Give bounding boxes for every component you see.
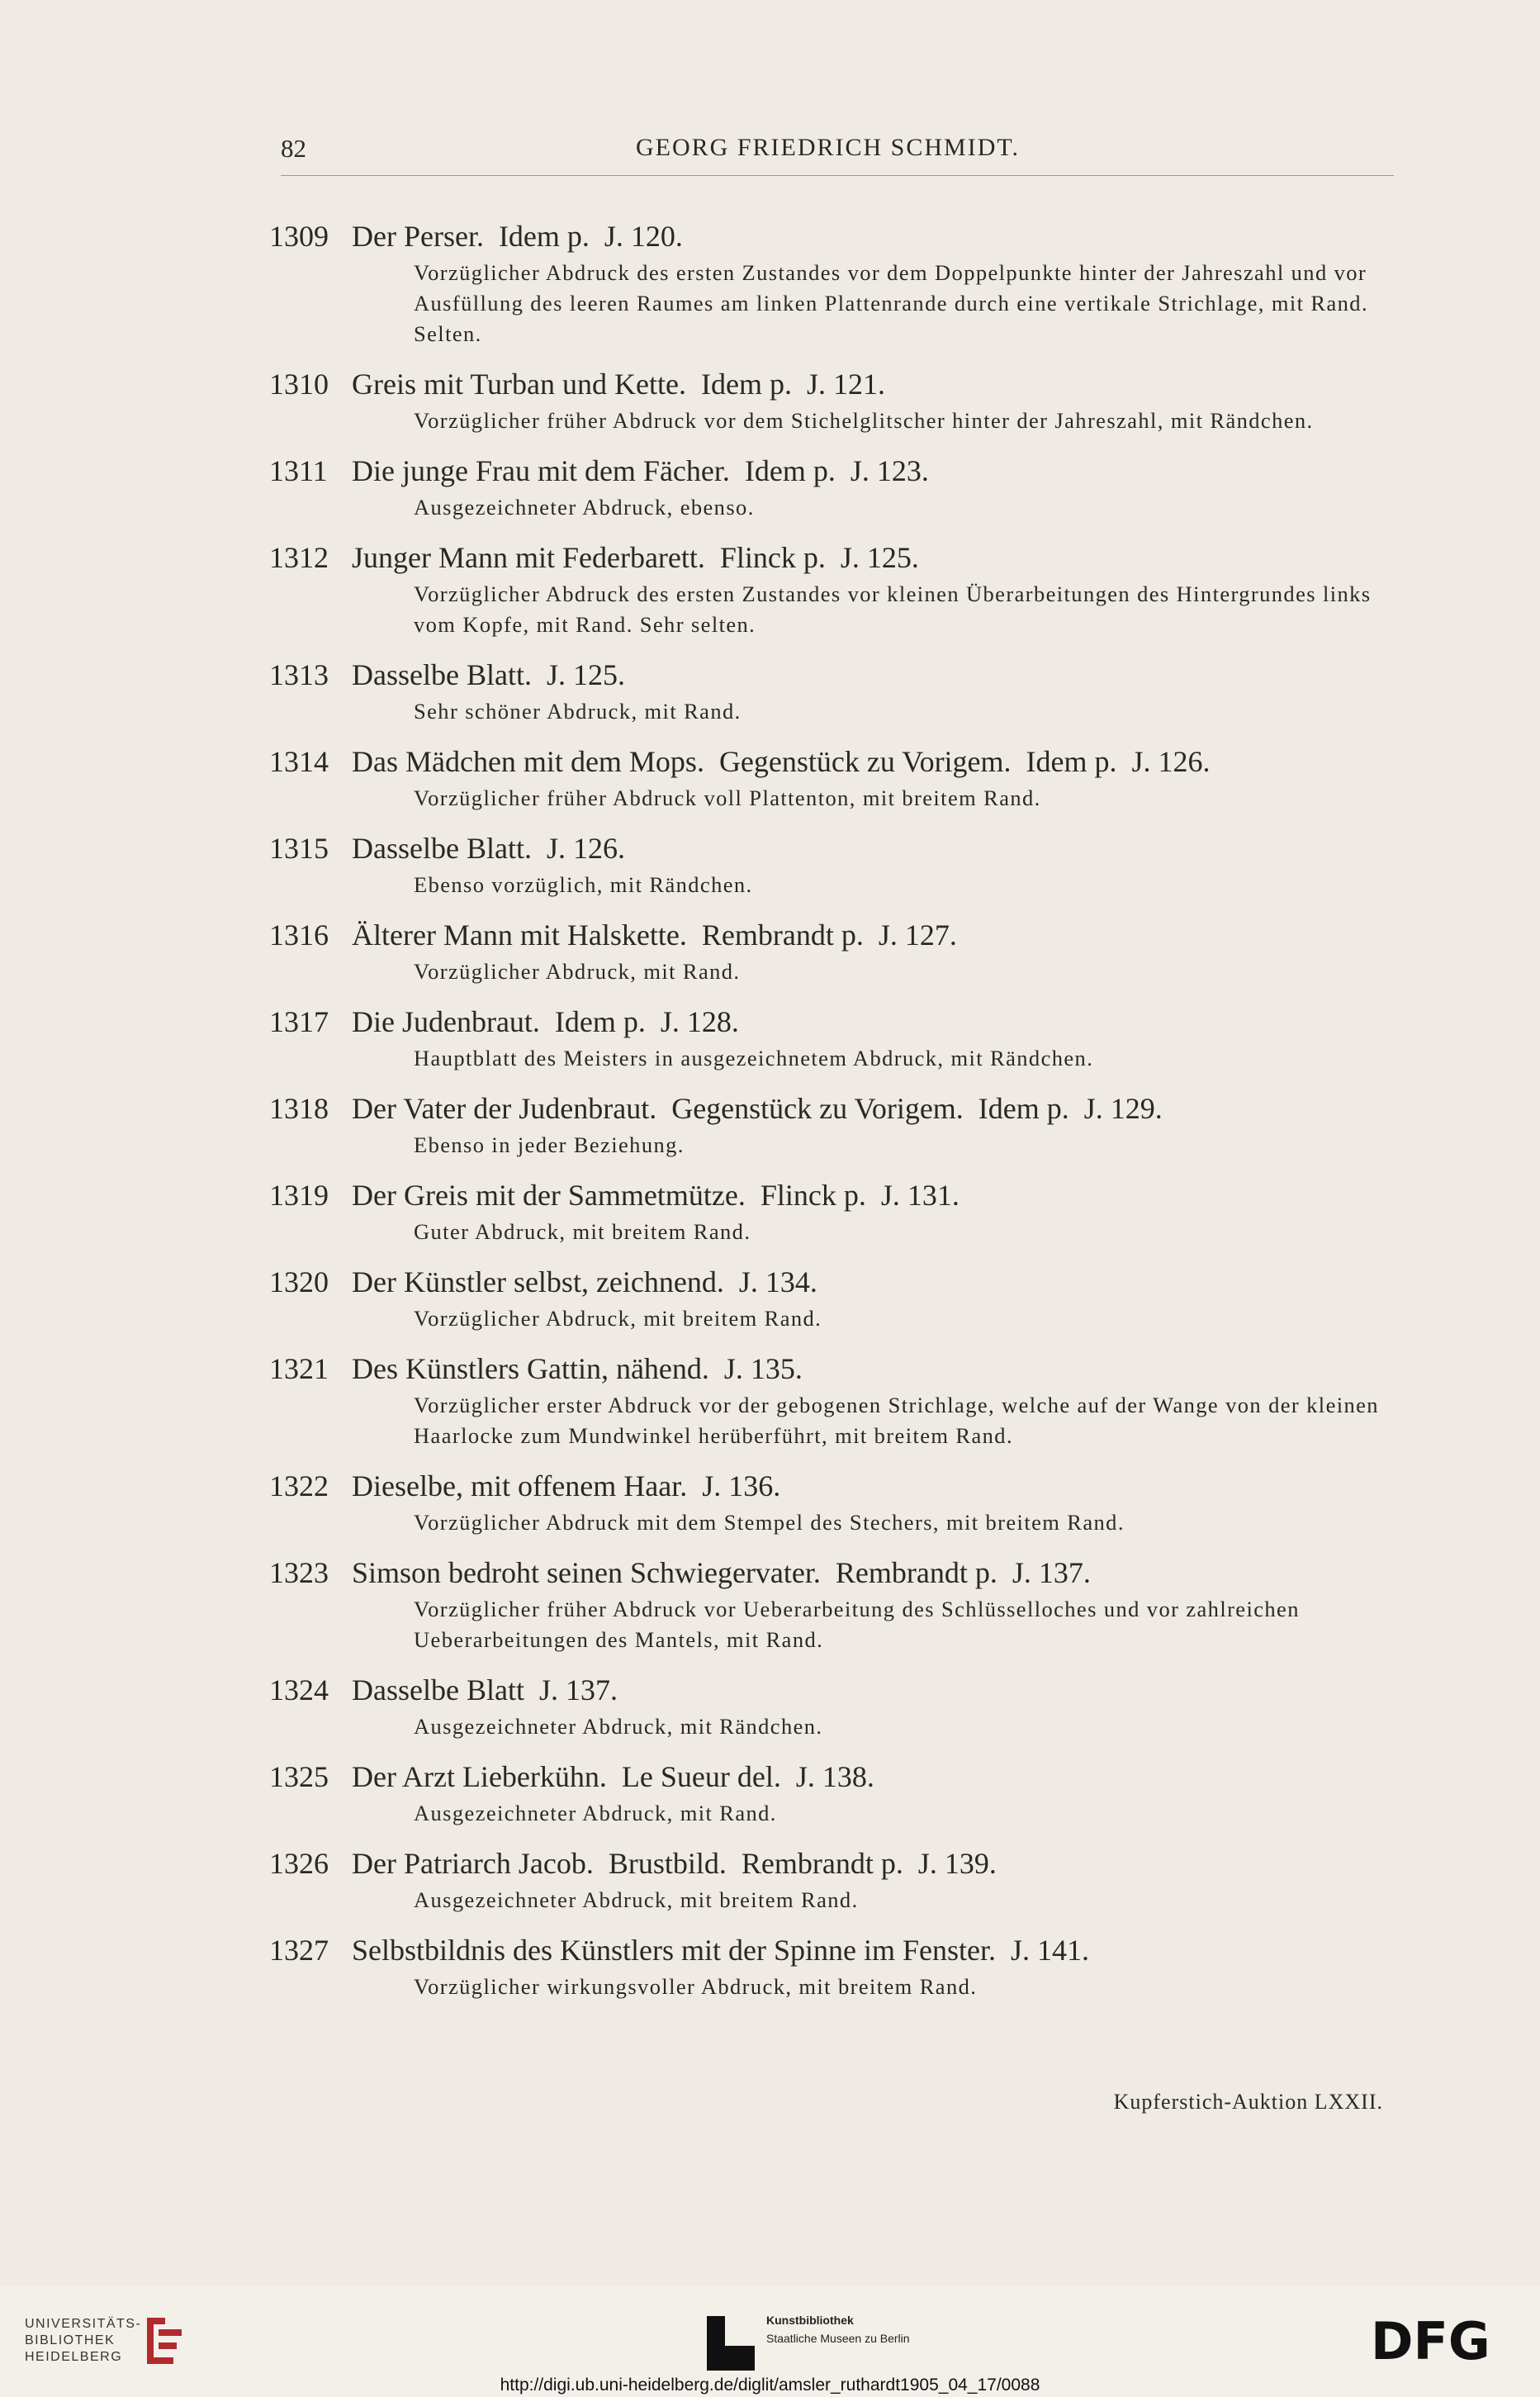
entry-number: 1327 (269, 1934, 329, 1967)
entry-heading (269, 915, 1417, 955)
running-head (281, 134, 1394, 176)
catalogue-entry (269, 828, 1417, 900)
entry-number: 1320 (269, 1265, 329, 1298)
catalogue-entry (269, 1844, 1417, 1915)
entry-number: 1316 (269, 918, 329, 952)
catalogue-entry (269, 1002, 1417, 1074)
entry-description: Ausgezeichneter Abdruck, mit breitem Rand. (414, 1887, 859, 1912)
entry-title: Selbstbildnis des Künstlers mit der Spinne im Fenster. J. 141. (352, 1934, 1089, 1967)
entry-description: Guter Abdruck, mit breitem Rand. (414, 1219, 751, 1244)
entry-description: Vorzüglicher früher Abdruck voll Plattenton, mit breitem Rand. (414, 786, 1041, 810)
catalogue-entry (269, 655, 1417, 727)
entry-title: Der Vater der Judenbraut. Gegenstück zu Vorigem. Idem p. J. 129. (352, 1092, 1163, 1125)
entry-title: Des Künstlers Gattin, nähend. J. 135. (352, 1352, 803, 1385)
entry-title: Junger Mann mit Federbarett. Flinck p. J. 125. (352, 541, 919, 574)
running-title: GEORG FRIEDRICH SCHMIDT. (636, 134, 1020, 161)
auction-note: Kupferstich-Auktion LXXII. (1113, 2090, 1383, 2114)
entry-title: Der Arzt Lieberkühn. Le Sueur del. J. 138. (352, 1760, 874, 1793)
entry-description: Vorzüglicher wirkungsvoller Abdruck, mit breitem Rand. (414, 1974, 978, 1999)
entry-number: 1319 (269, 1179, 329, 1212)
entry-title: Dasselbe Blatt. J. 125. (352, 658, 625, 691)
entry-heading (269, 538, 1417, 577)
catalogue-entry (269, 1466, 1417, 1538)
entry-number: 1318 (269, 1092, 329, 1125)
entry-heading (269, 1757, 1417, 1797)
entry-heading (269, 742, 1417, 781)
entry-title: Der Perser. Idem p. J. 120. (352, 220, 683, 253)
catalogue-entry (269, 742, 1417, 814)
entry-description: Ausgezeichneter Abdruck, mit Rändchen. (414, 1714, 823, 1739)
entry-heading (269, 1466, 1417, 1506)
entry-number: 1323 (269, 1556, 329, 1589)
entry-title: Der Patriarch Jacob. Brustbild. Rembrandt p. J. 139. (352, 1847, 997, 1880)
entry-title: Die junge Frau mit dem Fächer. Idem p. J. 123. (352, 454, 929, 487)
entry-description: Vorzüglicher Abdruck, mit breitem Rand. (414, 1306, 822, 1331)
entry-heading (269, 1670, 1417, 1710)
catalogue-entry (269, 1349, 1417, 1451)
entry-heading (269, 1553, 1417, 1592)
entry-heading (269, 1175, 1417, 1215)
kunstbibliothek-logo-icon (704, 2313, 758, 2374)
entry-heading (269, 1930, 1417, 1970)
page-number: 82 (281, 134, 306, 163)
catalogue-entry (269, 538, 1417, 640)
entry-description: Hauptblatt des Meisters in ausgezeichnetem Abdruck, mit Rändchen. (414, 1046, 1094, 1070)
catalogue-entries (269, 216, 1417, 2017)
entry-heading (269, 828, 1417, 868)
entry-description: Vorzüglicher früher Abdruck vor Ueberarbeitung des Schlüsselloches und vor zahlreichen Ueberarbeitungen des Mantels, mit Rand. (414, 1597, 1300, 1652)
entry-number: 1312 (269, 541, 329, 574)
entry-title: Simson bedroht seinen Schwiegervater. Rembrandt p. J. 137. (352, 1556, 1091, 1589)
entry-number: 1310 (269, 368, 329, 401)
entry-heading (269, 1349, 1417, 1388)
entry-number: 1313 (269, 658, 329, 691)
catalogue-entry (269, 1930, 1417, 2002)
entry-title: Älterer Mann mit Halskette. Rembrandt p. J. 127. (352, 918, 957, 952)
catalogue-entry (269, 1089, 1417, 1161)
entry-heading (269, 655, 1417, 695)
entry-heading (269, 216, 1417, 256)
entry-number: 1321 (269, 1352, 329, 1385)
entry-number: 1324 (269, 1673, 329, 1706)
entry-description: Ausgezeichneter Abdruck, mit Rand. (414, 1801, 777, 1825)
svg-text:DFG: DFG (1371, 2314, 1490, 2364)
entry-title: Dasselbe Blatt. J. 126. (352, 832, 625, 865)
entry-title: Das Mädchen mit dem Mops. Gegenstück zu Vorigem. Idem p. J. 126. (352, 745, 1211, 778)
permalink-url[interactable]: http://digi.ub.uni-heidelberg.de/diglit/amsler_ruthardt1905_04_17/0088 (500, 2376, 1040, 2395)
entry-number: 1315 (269, 832, 329, 865)
entry-number: 1311 (269, 454, 328, 487)
entry-number: 1317 (269, 1005, 329, 1038)
viewer-footer (0, 2286, 1540, 2397)
entry-number: 1325 (269, 1760, 329, 1793)
entry-title: Der Künstler selbst, zeichnend. J. 134. (352, 1265, 817, 1298)
entry-description: Vorzüglicher Abdruck mit dem Stempel des Stechers, mit breitem Rand. (414, 1510, 1125, 1535)
entry-description: Ausgezeichneter Abdruck, ebenso. (414, 495, 755, 520)
entry-number: 1326 (269, 1847, 329, 1880)
entry-description: Vorzüglicher Abdruck des ersten Zustandes vor dem Doppelpunkte hinter der Jahreszahl und vor Ausfüllung des leeren Raumes am linken Plattenrande durch eine vertikale Strichlage, mit Rand. Selten. (414, 260, 1368, 346)
catalogue-entry (269, 216, 1417, 349)
catalogue-entry (269, 1670, 1417, 1742)
entry-description: Vorzüglicher Abdruck des ersten Zustandes vor kleinen Überarbeitungen des Hintergrundes links vom Kopfe, mit Rand. Sehr selten. (414, 581, 1372, 637)
entry-heading (269, 1089, 1417, 1128)
catalogue-entry (269, 915, 1417, 987)
entry-heading (269, 1262, 1417, 1302)
entry-description: Vorzüglicher erster Abdruck vor der gebogenen Strichlage, welche auf der Wange von der kleinen Haarlocke zum Mundwinkel herüberführt, mit breitem Rand. (414, 1393, 1379, 1448)
entry-title: Dieselbe, mit offenem Haar. J. 136. (352, 1469, 781, 1502)
entry-description: Ebenso in jeder Beziehung. (414, 1132, 685, 1157)
kunstbibliothek-label: Kunstbibliothek Staatliche Museen zu Berlin (766, 2314, 910, 2345)
entry-number: 1309 (269, 220, 329, 253)
entry-description: Vorzüglicher Abdruck, mit Rand. (414, 959, 741, 984)
entry-heading (269, 1844, 1417, 1883)
catalogue-entry (269, 364, 1417, 436)
entry-title: Greis mit Turban und Kette. Idem p. J. 121. (352, 368, 885, 401)
catalogue-entry (269, 451, 1417, 523)
entry-title: Die Judenbraut. Idem p. J. 128. (352, 1005, 739, 1038)
entry-description: Sehr schöner Abdruck, mit Rand. (414, 699, 742, 724)
entry-title: Der Greis mit der Sammetmütze. Flinck p. J. 131. (352, 1179, 960, 1212)
catalogue-entry (269, 1262, 1417, 1334)
entry-title: Dasselbe Blatt J. 137. (352, 1673, 618, 1706)
entry-heading (269, 1002, 1417, 1042)
entry-number: 1314 (269, 745, 329, 778)
catalogue-entry (269, 1757, 1417, 1829)
entry-description: Vorzüglicher früher Abdruck vor dem Stichelglitscher hinter der Jahreszahl, mit Rändchen. (414, 408, 1314, 433)
entry-heading (269, 451, 1417, 491)
entry-description: Ebenso vorzüglich, mit Rändchen. (414, 872, 753, 897)
dfg-logo-icon (1371, 2314, 1519, 2364)
catalogue-entry (269, 1553, 1417, 1655)
university-library-label: UNIVERSITÄTS- BIBLIOTHEK HEIDELBERG (25, 2317, 142, 2364)
entry-heading (269, 364, 1417, 404)
university-logo-icon (140, 2311, 188, 2371)
entry-number: 1322 (269, 1469, 329, 1502)
catalogue-entry (269, 1175, 1417, 1247)
